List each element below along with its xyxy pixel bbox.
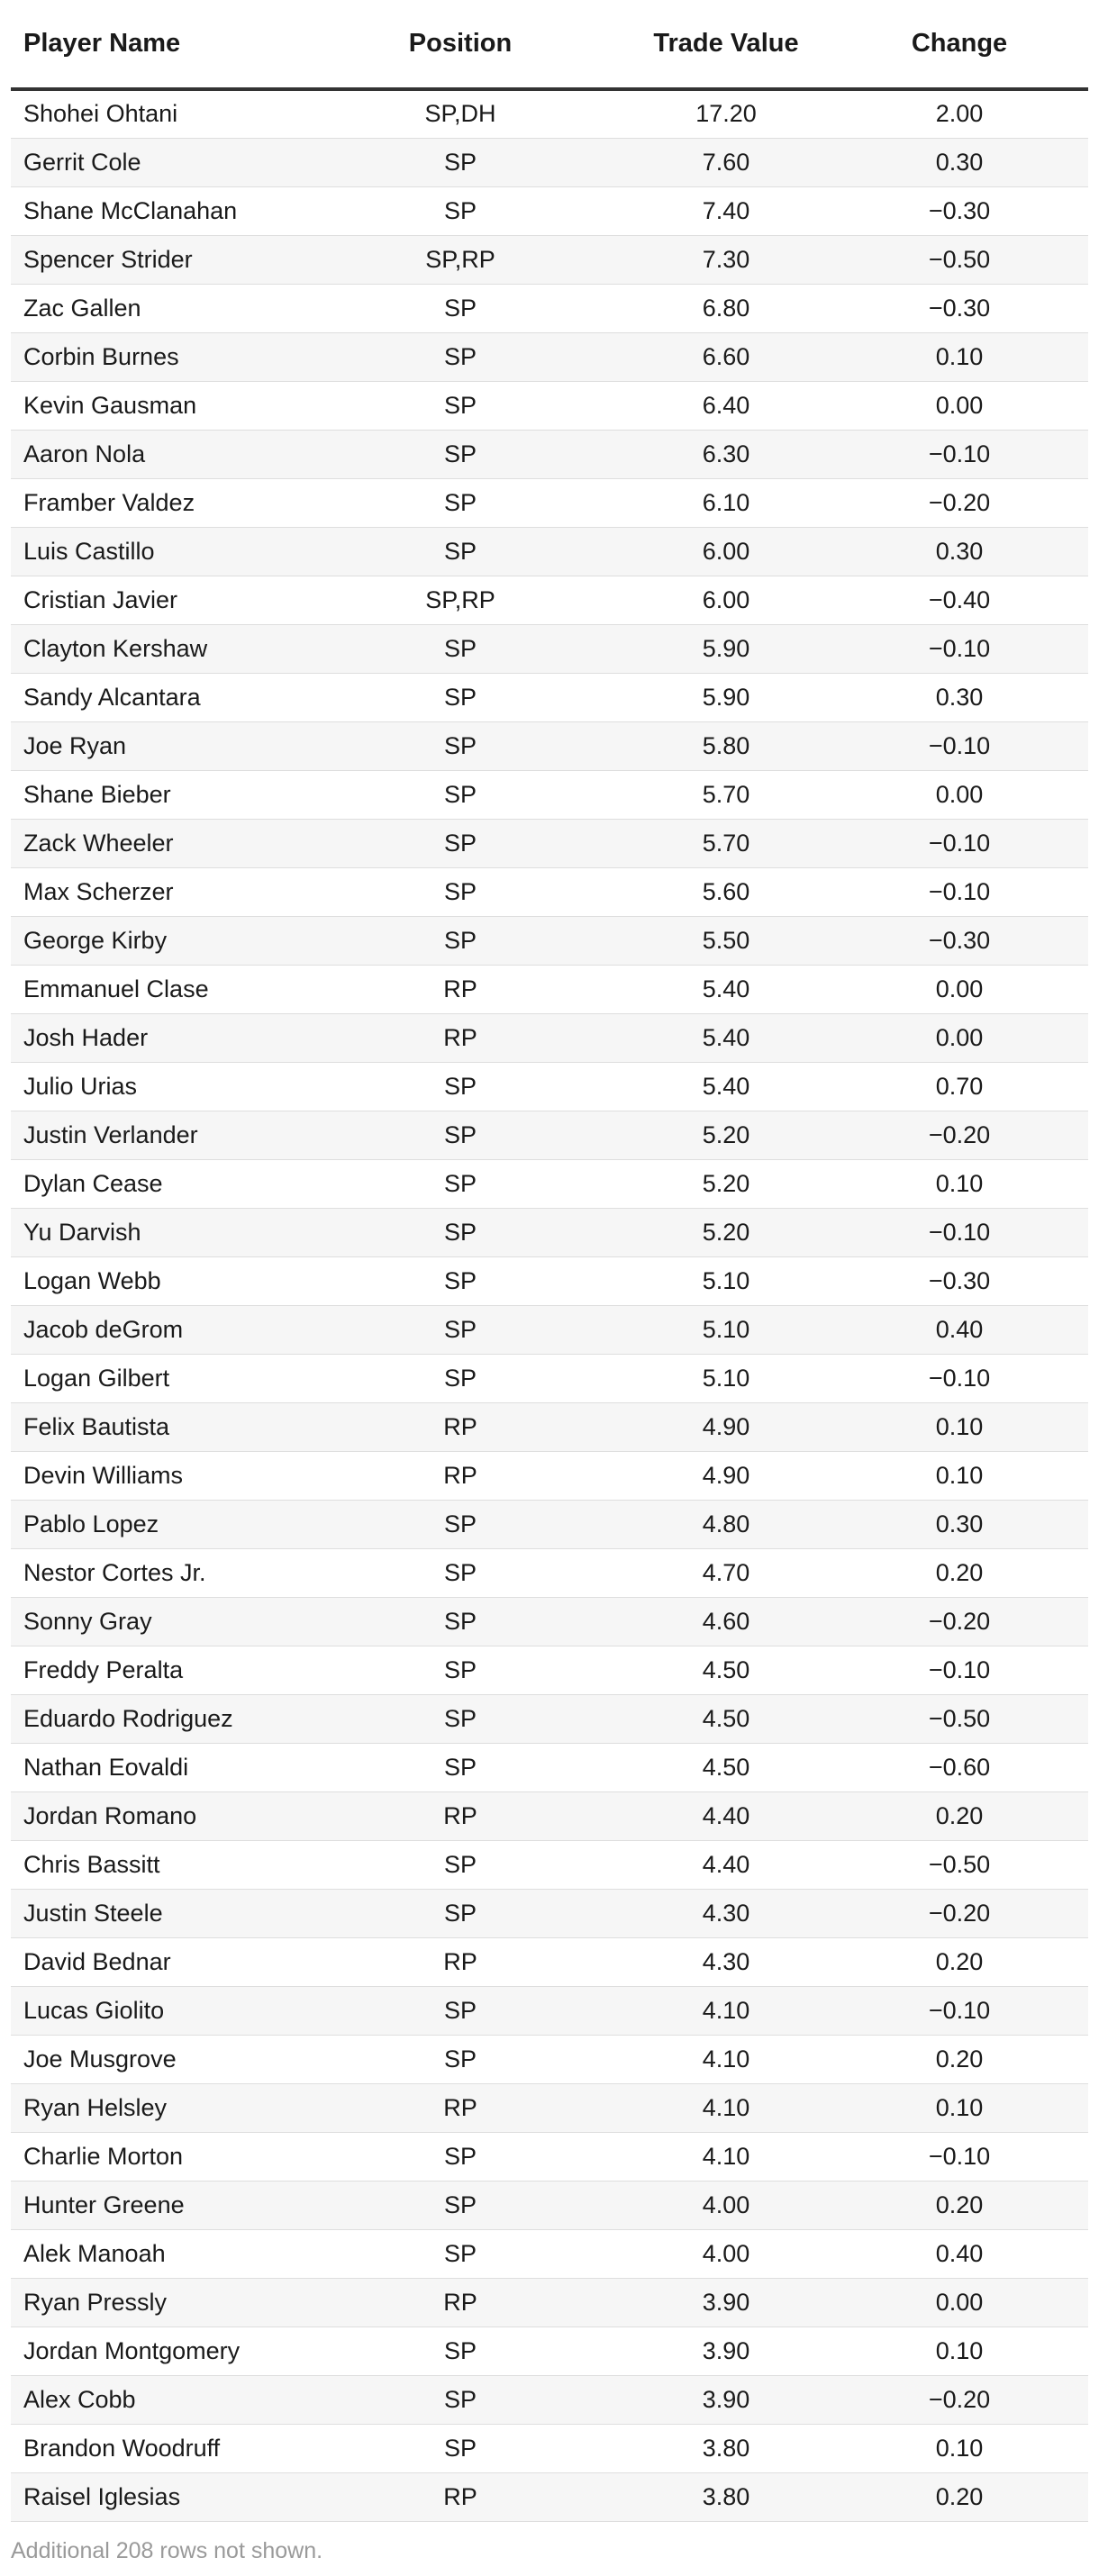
cell-player-name: David Bednar xyxy=(11,1937,299,1986)
cell-change: −0.10 xyxy=(831,624,1088,673)
table-row xyxy=(11,867,1088,916)
cell-position: SP xyxy=(299,1111,622,1159)
cell-position: SP xyxy=(299,673,622,721)
table-row xyxy=(11,1305,1088,1354)
table-row xyxy=(11,1791,1088,1840)
cell-player-name: Raisel Iglesias xyxy=(11,2472,299,2521)
cell-position: SP xyxy=(299,1305,622,1354)
cell-position: SP xyxy=(299,1548,622,1597)
cell-position: SP xyxy=(299,867,622,916)
table-row xyxy=(11,2424,1088,2472)
cell-trade-value: 5.10 xyxy=(622,1256,831,1305)
cell-player-name: Sandy Alcantara xyxy=(11,673,299,721)
cell-change: −0.30 xyxy=(831,284,1088,332)
cell-player-name: Pablo Lopez xyxy=(11,1500,299,1548)
cell-position: SP xyxy=(299,721,622,770)
cell-change: −0.20 xyxy=(831,1889,1088,1937)
cell-change: 0.20 xyxy=(831,2181,1088,2229)
column-header-position: Position xyxy=(299,0,622,89)
cell-position: RP xyxy=(299,1937,622,1986)
cell-trade-value: 4.30 xyxy=(622,1889,831,1937)
cell-position: RP xyxy=(299,2472,622,2521)
cell-change: 0.20 xyxy=(831,1548,1088,1597)
cell-position: SP xyxy=(299,2375,622,2424)
cell-position: RP xyxy=(299,1402,622,1451)
cell-trade-value: 4.90 xyxy=(622,1402,831,1451)
cell-player-name: Max Scherzer xyxy=(11,867,299,916)
cell-trade-value: 5.70 xyxy=(622,819,831,867)
cell-change: 0.20 xyxy=(831,1791,1088,1840)
cell-player-name: Clayton Kershaw xyxy=(11,624,299,673)
cell-position: SP xyxy=(299,1208,622,1256)
cell-position: SP xyxy=(299,916,622,965)
cell-position: SP xyxy=(299,1694,622,1743)
cell-player-name: Zack Wheeler xyxy=(11,819,299,867)
cell-trade-value: 4.10 xyxy=(622,2132,831,2181)
cell-change: 0.20 xyxy=(831,1937,1088,1986)
footnote: Additional 208 rows not shown. xyxy=(11,2538,323,2563)
cell-position: SP xyxy=(299,332,622,381)
table-row xyxy=(11,819,1088,867)
table-row xyxy=(11,1062,1088,1111)
cell-trade-value: 6.40 xyxy=(622,381,831,430)
cell-trade-value: 4.50 xyxy=(622,1646,831,1694)
cell-position: SP,DH xyxy=(299,89,622,138)
table-row xyxy=(11,478,1088,527)
cell-trade-value: 3.90 xyxy=(622,2375,831,2424)
table-row xyxy=(11,138,1088,186)
cell-trade-value: 3.90 xyxy=(622,2278,831,2327)
table-row xyxy=(11,2472,1088,2521)
cell-change: 0.30 xyxy=(831,1500,1088,1548)
cell-player-name: Cristian Javier xyxy=(11,576,299,624)
table-row xyxy=(11,1986,1088,2035)
table-row xyxy=(11,89,1088,138)
column-header-trade-value: Trade Value xyxy=(622,0,831,89)
cell-position: SP xyxy=(299,430,622,478)
cell-position: SP xyxy=(299,478,622,527)
cell-trade-value: 5.10 xyxy=(622,1305,831,1354)
cell-player-name: Logan Webb xyxy=(11,1256,299,1305)
cell-player-name: Gerrit Cole xyxy=(11,138,299,186)
cell-change: 0.30 xyxy=(831,527,1088,576)
cell-player-name: Nestor Cortes Jr. xyxy=(11,1548,299,1597)
cell-position: SP xyxy=(299,624,622,673)
cell-player-name: Dylan Cease xyxy=(11,1159,299,1208)
cell-position: SP xyxy=(299,1840,622,1889)
cell-position: SP xyxy=(299,2229,622,2278)
cell-trade-value: 5.40 xyxy=(622,965,831,1013)
cell-trade-value: 5.90 xyxy=(622,673,831,721)
table-row xyxy=(11,1743,1088,1791)
header-row xyxy=(11,0,1088,89)
cell-player-name: Joe Ryan xyxy=(11,721,299,770)
cell-trade-value: 6.10 xyxy=(622,478,831,527)
cell-trade-value: 5.60 xyxy=(622,867,831,916)
table-row xyxy=(11,430,1088,478)
cell-player-name: Luis Castillo xyxy=(11,527,299,576)
table-row xyxy=(11,2132,1088,2181)
cell-change: −0.20 xyxy=(831,478,1088,527)
table-row xyxy=(11,2229,1088,2278)
cell-player-name: Hunter Greene xyxy=(11,2181,299,2229)
cell-trade-value: 7.30 xyxy=(622,235,831,284)
cell-change: 0.00 xyxy=(831,2278,1088,2327)
cell-trade-value: 6.00 xyxy=(622,527,831,576)
cell-player-name: Shane Bieber xyxy=(11,770,299,819)
table-row xyxy=(11,673,1088,721)
cell-trade-value: 4.00 xyxy=(622,2229,831,2278)
cell-player-name: Freddy Peralta xyxy=(11,1646,299,1694)
cell-change: 0.30 xyxy=(831,138,1088,186)
cell-trade-value: 5.20 xyxy=(622,1159,831,1208)
cell-change: 2.00 xyxy=(831,89,1088,138)
cell-trade-value: 5.70 xyxy=(622,770,831,819)
table-row xyxy=(11,770,1088,819)
cell-trade-value: 5.50 xyxy=(622,916,831,965)
cell-position: RP xyxy=(299,2278,622,2327)
cell-change: −0.30 xyxy=(831,916,1088,965)
cell-change: −0.10 xyxy=(831,1986,1088,2035)
table-row xyxy=(11,1013,1088,1062)
cell-position: SP xyxy=(299,1646,622,1694)
cell-change: −0.10 xyxy=(831,867,1088,916)
cell-change: −0.20 xyxy=(831,1597,1088,1646)
cell-change: −0.10 xyxy=(831,1354,1088,1402)
cell-trade-value: 4.30 xyxy=(622,1937,831,1986)
cell-trade-value: 4.60 xyxy=(622,1597,831,1646)
table-row xyxy=(11,2181,1088,2229)
cell-player-name: Sonny Gray xyxy=(11,1597,299,1646)
table-row xyxy=(11,235,1088,284)
cell-trade-value: 4.10 xyxy=(622,2035,831,2083)
cell-change: 0.10 xyxy=(831,1451,1088,1500)
table-row xyxy=(11,2327,1088,2375)
table-row xyxy=(11,1889,1088,1937)
table-row xyxy=(11,1694,1088,1743)
cell-player-name: Julio Urias xyxy=(11,1062,299,1111)
table-row xyxy=(11,1937,1088,1986)
table-row xyxy=(11,186,1088,235)
cell-player-name: Nathan Eovaldi xyxy=(11,1743,299,1791)
table-row xyxy=(11,2375,1088,2424)
cell-trade-value: 7.40 xyxy=(622,186,831,235)
cell-trade-value: 4.00 xyxy=(622,2181,831,2229)
cell-player-name: Eduardo Rodriguez xyxy=(11,1694,299,1743)
cell-player-name: Zac Gallen xyxy=(11,284,299,332)
cell-position: SP,RP xyxy=(299,235,622,284)
cell-player-name: Justin Steele xyxy=(11,1889,299,1937)
cell-position: SP xyxy=(299,284,622,332)
cell-player-name: Aaron Nola xyxy=(11,430,299,478)
cell-change: 0.30 xyxy=(831,673,1088,721)
column-header-change: Change xyxy=(831,0,1088,89)
cell-change: −0.10 xyxy=(831,430,1088,478)
cell-change: −0.60 xyxy=(831,1743,1088,1791)
table-row xyxy=(11,332,1088,381)
cell-change: −0.10 xyxy=(831,1208,1088,1256)
cell-trade-value: 4.40 xyxy=(622,1840,831,1889)
table-row xyxy=(11,284,1088,332)
table-header xyxy=(11,0,1088,89)
cell-trade-value: 4.70 xyxy=(622,1548,831,1597)
cell-position: RP xyxy=(299,1791,622,1840)
cell-player-name: Felix Bautista xyxy=(11,1402,299,1451)
cell-player-name: Lucas Giolito xyxy=(11,1986,299,2035)
cell-position: SP xyxy=(299,527,622,576)
cell-position: RP xyxy=(299,1013,622,1062)
table-row xyxy=(11,1208,1088,1256)
table-row xyxy=(11,2278,1088,2327)
cell-change: 0.40 xyxy=(831,2229,1088,2278)
cell-player-name: Shane McClanahan xyxy=(11,186,299,235)
cell-position: SP xyxy=(299,2424,622,2472)
cell-player-name: Kevin Gausman xyxy=(11,381,299,430)
table-row xyxy=(11,916,1088,965)
cell-trade-value: 7.60 xyxy=(622,138,831,186)
cell-change: 0.70 xyxy=(831,1062,1088,1111)
trade-value-table xyxy=(11,0,1088,2522)
cell-trade-value: 4.10 xyxy=(622,2083,831,2132)
cell-position: RP xyxy=(299,965,622,1013)
cell-position: SP xyxy=(299,819,622,867)
cell-position: SP xyxy=(299,1256,622,1305)
table-row xyxy=(11,1597,1088,1646)
cell-trade-value: 5.40 xyxy=(622,1013,831,1062)
cell-position: SP xyxy=(299,1986,622,2035)
cell-change: −0.40 xyxy=(831,576,1088,624)
table-row xyxy=(11,1451,1088,1500)
table-row xyxy=(11,624,1088,673)
table-row xyxy=(11,1354,1088,1402)
cell-trade-value: 5.90 xyxy=(622,624,831,673)
cell-position: SP xyxy=(299,1500,622,1548)
cell-trade-value: 4.80 xyxy=(622,1500,831,1548)
cell-player-name: Logan Gilbert xyxy=(11,1354,299,1402)
cell-player-name: Corbin Burnes xyxy=(11,332,299,381)
cell-trade-value: 6.30 xyxy=(622,430,831,478)
cell-change: 0.40 xyxy=(831,1305,1088,1354)
cell-trade-value: 6.60 xyxy=(622,332,831,381)
cell-player-name: Justin Verlander xyxy=(11,1111,299,1159)
table-row xyxy=(11,381,1088,430)
cell-player-name: Spencer Strider xyxy=(11,235,299,284)
cell-position: SP xyxy=(299,381,622,430)
cell-change: −0.10 xyxy=(831,2132,1088,2181)
cell-change: 0.20 xyxy=(831,2472,1088,2521)
table-row xyxy=(11,576,1088,624)
cell-trade-value: 6.80 xyxy=(622,284,831,332)
cell-trade-value: 5.40 xyxy=(622,1062,831,1111)
cell-trade-value: 4.50 xyxy=(622,1743,831,1791)
cell-position: SP xyxy=(299,1889,622,1937)
cell-trade-value: 4.90 xyxy=(622,1451,831,1500)
table-row xyxy=(11,965,1088,1013)
cell-player-name: Brandon Woodruff xyxy=(11,2424,299,2472)
table-row xyxy=(11,1402,1088,1451)
cell-player-name: Ryan Pressly xyxy=(11,2278,299,2327)
cell-position: SP xyxy=(299,1159,622,1208)
cell-change: 0.10 xyxy=(831,1402,1088,1451)
table-row xyxy=(11,721,1088,770)
cell-change: −0.10 xyxy=(831,1646,1088,1694)
cell-player-name: Shohei Ohtani xyxy=(11,89,299,138)
cell-player-name: Joe Musgrove xyxy=(11,2035,299,2083)
cell-change: 0.00 xyxy=(831,770,1088,819)
cell-position: RP xyxy=(299,2083,622,2132)
table-row xyxy=(11,1548,1088,1597)
table-row xyxy=(11,1646,1088,1694)
cell-trade-value: 5.20 xyxy=(622,1111,831,1159)
cell-change: 0.00 xyxy=(831,1013,1088,1062)
table-row xyxy=(11,1256,1088,1305)
table-row xyxy=(11,527,1088,576)
cell-trade-value: 5.20 xyxy=(622,1208,831,1256)
cell-player-name: Jordan Romano xyxy=(11,1791,299,1840)
cell-change: 0.10 xyxy=(831,2083,1088,2132)
cell-position: SP xyxy=(299,186,622,235)
table-row xyxy=(11,2083,1088,2132)
cell-player-name: Jordan Montgomery xyxy=(11,2327,299,2375)
cell-player-name: Jacob deGrom xyxy=(11,1305,299,1354)
cell-position: SP xyxy=(299,2327,622,2375)
cell-trade-value: 4.10 xyxy=(622,1986,831,2035)
cell-change: −0.50 xyxy=(831,1840,1088,1889)
cell-position: SP xyxy=(299,1062,622,1111)
cell-player-name: Alex Cobb xyxy=(11,2375,299,2424)
cell-change: 0.00 xyxy=(831,965,1088,1013)
cell-position: SP xyxy=(299,1743,622,1791)
table-row xyxy=(11,2035,1088,2083)
cell-player-name: Yu Darvish xyxy=(11,1208,299,1256)
cell-trade-value: 3.80 xyxy=(622,2424,831,2472)
cell-change: −0.30 xyxy=(831,1256,1088,1305)
cell-change: −0.10 xyxy=(831,721,1088,770)
cell-position: SP xyxy=(299,770,622,819)
cell-trade-value: 3.80 xyxy=(622,2472,831,2521)
cell-change: 0.20 xyxy=(831,2035,1088,2083)
cell-change: −0.10 xyxy=(831,819,1088,867)
cell-change: 0.10 xyxy=(831,332,1088,381)
cell-change: −0.30 xyxy=(831,186,1088,235)
cell-trade-value: 4.50 xyxy=(622,1694,831,1743)
table-row xyxy=(11,1111,1088,1159)
cell-trade-value: 17.20 xyxy=(622,89,831,138)
cell-position: SP xyxy=(299,2181,622,2229)
column-header-player-name: Player Name xyxy=(11,0,299,89)
cell-trade-value: 6.00 xyxy=(622,576,831,624)
cell-player-name: Ryan Helsley xyxy=(11,2083,299,2132)
cell-trade-value: 5.10 xyxy=(622,1354,831,1402)
cell-change: −0.50 xyxy=(831,235,1088,284)
cell-player-name: Devin Williams xyxy=(11,1451,299,1500)
cell-change: 0.10 xyxy=(831,2424,1088,2472)
table-row xyxy=(11,1840,1088,1889)
cell-position: SP xyxy=(299,2035,622,2083)
cell-position: SP,RP xyxy=(299,576,622,624)
cell-position: SP xyxy=(299,1597,622,1646)
cell-player-name: George Kirby xyxy=(11,916,299,965)
cell-trade-value: 4.40 xyxy=(622,1791,831,1840)
cell-player-name: Framber Valdez xyxy=(11,478,299,527)
table-row xyxy=(11,1500,1088,1548)
cell-player-name: Josh Hader xyxy=(11,1013,299,1062)
cell-change: 0.00 xyxy=(831,381,1088,430)
cell-change: 0.10 xyxy=(831,2327,1088,2375)
cell-position: SP xyxy=(299,1354,622,1402)
table-row xyxy=(11,1159,1088,1208)
cell-position: SP xyxy=(299,138,622,186)
cell-position: RP xyxy=(299,1451,622,1500)
cell-trade-value: 5.80 xyxy=(622,721,831,770)
cell-player-name: Emmanuel Clase xyxy=(11,965,299,1013)
cell-player-name: Chris Bassitt xyxy=(11,1840,299,1889)
cell-player-name: Alek Manoah xyxy=(11,2229,299,2278)
trade-value-table-container xyxy=(11,0,1088,2522)
cell-change: −0.50 xyxy=(831,1694,1088,1743)
cell-position: SP xyxy=(299,2132,622,2181)
cell-change: −0.20 xyxy=(831,2375,1088,2424)
cell-change: −0.20 xyxy=(831,1111,1088,1159)
table-body xyxy=(11,89,1088,2521)
cell-trade-value: 3.90 xyxy=(622,2327,831,2375)
cell-player-name: Charlie Morton xyxy=(11,2132,299,2181)
cell-change: 0.10 xyxy=(831,1159,1088,1208)
